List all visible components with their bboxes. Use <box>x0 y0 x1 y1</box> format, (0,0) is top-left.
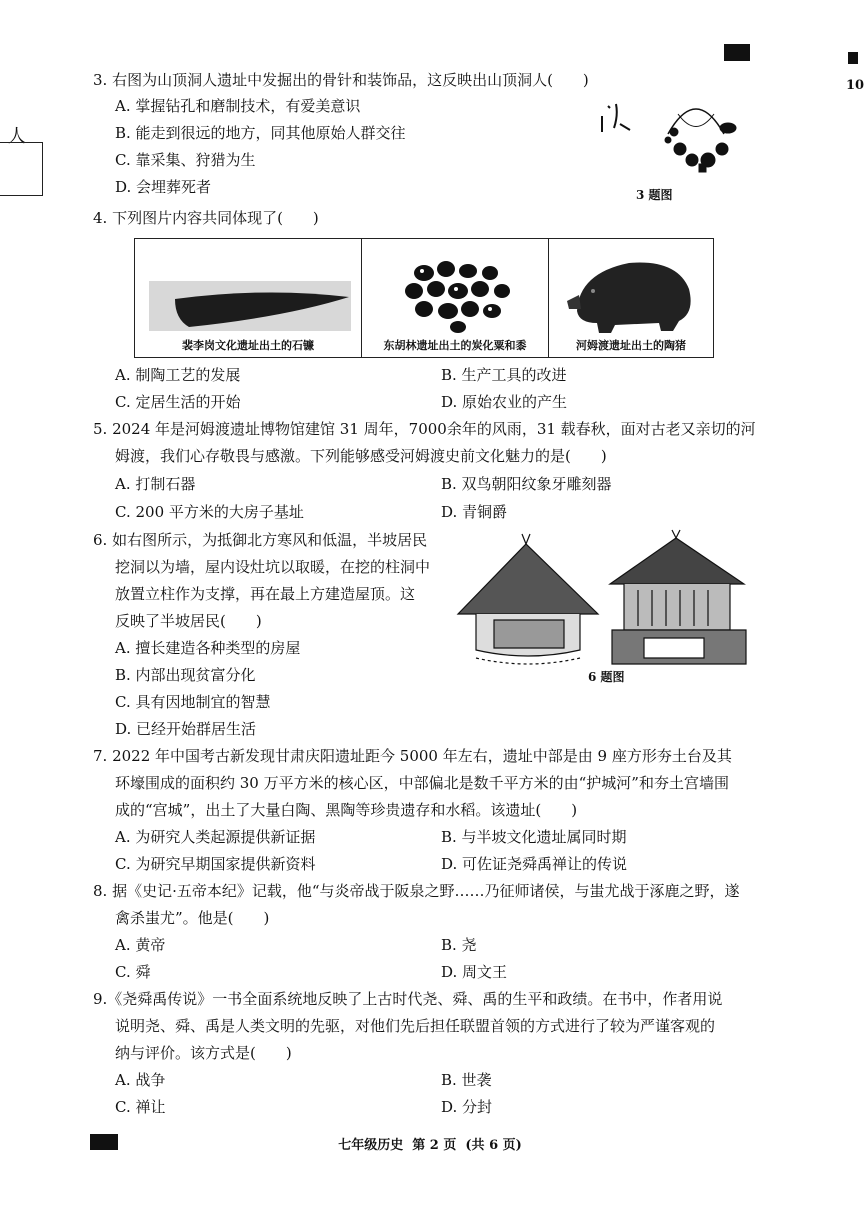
page-edge-mark: 人 <box>8 126 26 147</box>
q5-line-2: 姆渡，我们心存敬畏与感激。下列能够感受河姆渡史前文化魅力的是( ) <box>115 447 607 465</box>
ornament-necklace <box>665 109 736 172</box>
q5-option-d: D. 青铜爵 <box>441 503 508 521</box>
q6-line-4: 反映了半坡居民( ) <box>115 612 262 630</box>
q6-option-b: B. 内部出现贫富分化 <box>115 666 256 684</box>
scan-mark-edge <box>848 52 858 64</box>
q8-option-b: B. 尧 <box>441 936 477 954</box>
q6-option-d: D. 已经开始群居生活 <box>115 720 257 738</box>
q9-line-3: 纳与评价。该方式是( ) <box>115 1044 292 1062</box>
q3-figure-caption: 3 题图 <box>636 188 673 202</box>
q7-line-2: 环壕围成的面积约 30 万平方米的核心区，中部偏北是数千平方米的由“护城河”和夯土宫墙围 <box>115 774 729 792</box>
q6-option-c: C. 具有因地制宜的智慧 <box>115 693 271 711</box>
q5-option-b: B. 双鸟朝阳纹象牙雕刻器 <box>441 475 612 493</box>
page-footer: 七年级历史 第 2 页 (共 6 页) <box>338 1138 522 1153</box>
q5-line-1: 5. 2024 年是河姆渡遗址博物馆建馆 31 周年，7000余年的风雨，31 载春秋，面对古老又亲切的河 <box>93 420 756 438</box>
q3-option-c: C. 靠采集、狩猎为生 <box>115 151 256 169</box>
bone-needles <box>602 104 630 132</box>
q6-line-1: 6. 如右图所示，为抵御北方寒风和低温，半坡居民 <box>93 531 428 549</box>
q7-option-c: C. 为研究早期国家提供新资料 <box>115 855 316 873</box>
q6-line-3: 放置立柱作为支撑，再在最上方建造屋顶。这 <box>115 585 416 603</box>
q3-option-d: D. 会埋葬死者 <box>115 178 212 196</box>
q9-option-d: D. 分封 <box>441 1098 493 1116</box>
q4-image-strip <box>134 238 714 358</box>
q8-option-d: D. 周文王 <box>441 963 508 981</box>
q6-figure-caption: 6 题图 <box>588 670 625 684</box>
q4-option-a: A. 制陶工艺的发展 <box>115 366 241 384</box>
q7-line-1: 7. 2022 年中国考古新发现甘肃庆阳遗址距今 5000 年左右，遗址中部是由 9 座方形夯土台及其 <box>93 747 732 765</box>
q3-option-a: A. 掌握钻孔和磨制技术，有爱美意识 <box>115 97 361 115</box>
q8-line-1: 8. 据《史记·五帝本纪》记载，他“与炎帝战于阪泉之野……乃征师诸侯，与蚩尤战于涿鹿之野，遂 <box>93 882 740 900</box>
q9-option-a: A. 战争 <box>115 1071 166 1089</box>
q4-caption-2: 东胡林遗址出土的炭化粟和黍 <box>383 339 527 352</box>
q9-line-1: 9.《尧舜禹传说》一书全面系统地反映了上古时代尧、舜、禹的生平和政绩。在书中，作者用说 <box>93 990 723 1008</box>
q8-option-a: A. 黄帝 <box>115 936 166 954</box>
q4-caption-1: 裴李岗文化遗址出土的石镰 <box>182 339 314 352</box>
q3-stem: 3. 右图为山顶洞人遗址中发掘出的骨针和装饰品，这反映出山顶洞人( ) <box>93 71 589 89</box>
q4-caption-3: 河姆渡遗址出土的陶猪 <box>576 339 686 352</box>
q9-option-b: B. 世袭 <box>441 1071 492 1089</box>
q4-option-d: D. 原始农业的产生 <box>441 393 568 411</box>
q3-option-b: B. 能走到很远的地方，同其他原始人群交往 <box>115 124 406 142</box>
q9-line-2: 说明尧、舜、禹是人类文明的先驱，对他们先后担任联盟首领的方式进行了较为严谨客观的 <box>115 1017 716 1035</box>
q7-option-b: B. 与半坡文化遗址属同时期 <box>441 828 627 846</box>
q4-option-b: B. 生产工具的改进 <box>441 366 567 384</box>
q4-stem: 4. 下列图片内容共同体现了( ) <box>93 209 319 227</box>
binding-box <box>0 142 43 196</box>
q5-option-a: A. 打制石器 <box>115 475 196 493</box>
q7-option-d: D. 可佐证尧舜禹禅让的传说 <box>441 855 628 873</box>
q7-option-a: A. 为研究人类起源提供新证据 <box>115 828 316 846</box>
q8-line-2: 禽杀蚩尤”。他是( ) <box>115 909 270 927</box>
q7-line-3: 成的“宫城”，出土了大量白陶、黑陶等珍贵遗存和水稻。该遗址( ) <box>115 801 578 819</box>
q4-image-pottery-pig <box>549 239 713 357</box>
q5-option-c: C. 200 平方米的大房子基址 <box>115 503 304 521</box>
q6-line-2: 挖洞以为墙，屋内设灶坑以取暖，在挖的柱洞中 <box>115 558 431 576</box>
q6-option-a: A. 擅长建造各种类型的房屋 <box>115 639 301 657</box>
q4-image-stone-sickle <box>135 239 362 357</box>
q6-figure-banpo-houses <box>454 530 754 670</box>
q4-image-carbonized-millet <box>362 239 549 357</box>
round-house <box>458 534 598 664</box>
scan-mark-top-right <box>724 44 750 61</box>
q4-option-c: C. 定居生活的开始 <box>115 393 241 411</box>
page-edge-digit: 10 <box>846 78 864 93</box>
q9-option-c: C. 禅让 <box>115 1098 166 1116</box>
q8-option-c: C. 舜 <box>115 963 151 981</box>
q3-figure <box>596 94 746 180</box>
section-house <box>610 530 746 664</box>
